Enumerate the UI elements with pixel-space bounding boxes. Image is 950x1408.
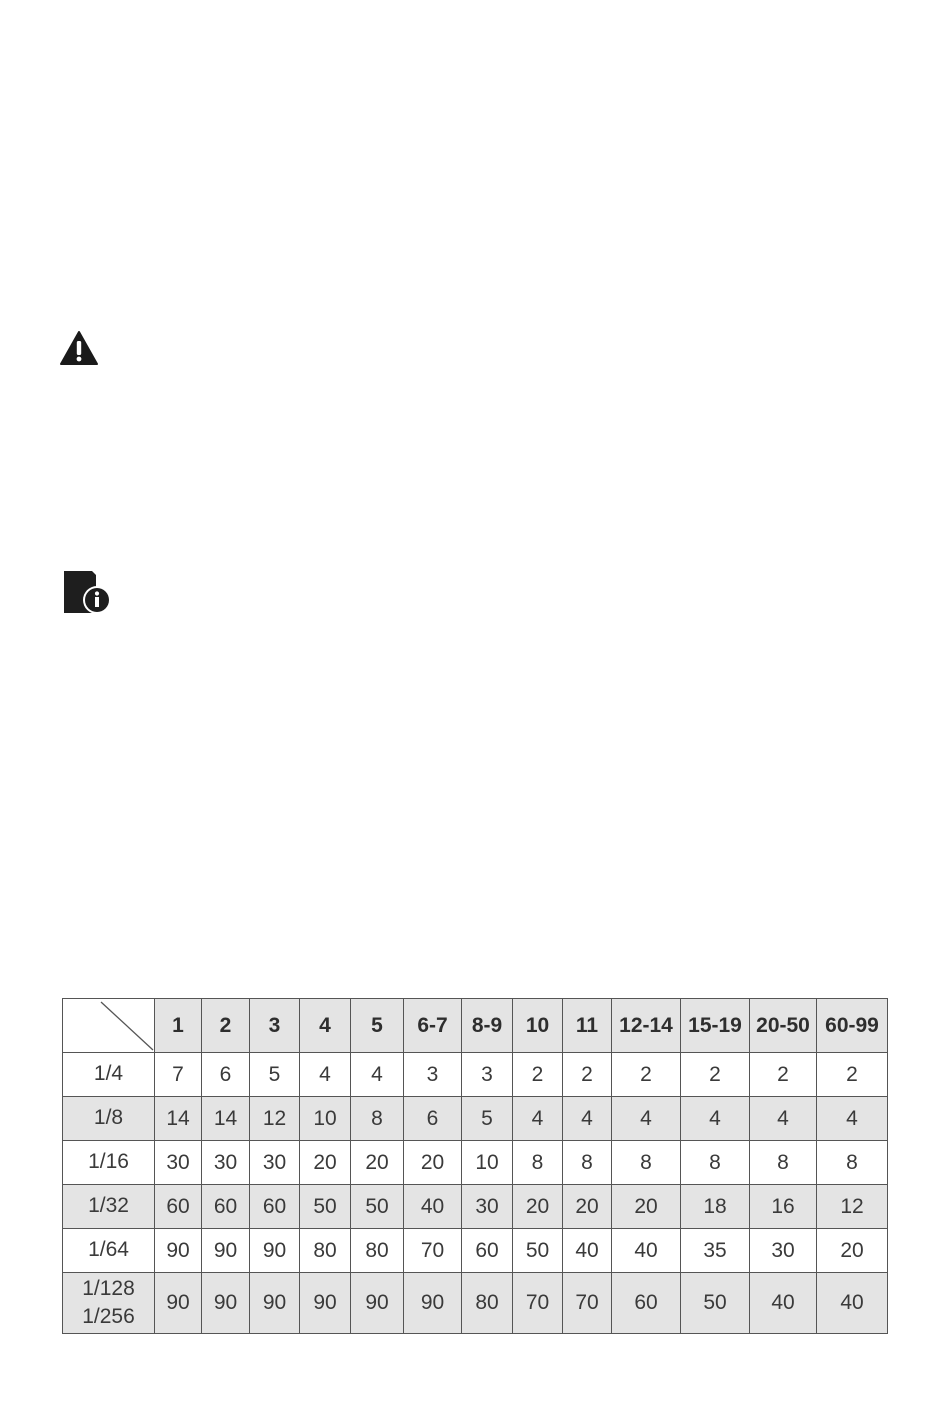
table-cell: 35 [681, 1229, 750, 1273]
column-header: 1 [155, 999, 202, 1053]
table-cell: 20 [300, 1141, 351, 1185]
table-cell: 14 [155, 1097, 202, 1141]
table-cell: 30 [750, 1229, 817, 1273]
column-header: 6-7 [404, 999, 462, 1053]
table-cell: 2 [750, 1053, 817, 1097]
column-header: 15-19 [681, 999, 750, 1053]
column-header: 10 [513, 999, 563, 1053]
table-cell: 16 [750, 1185, 817, 1229]
table-cell: 4 [351, 1053, 404, 1097]
table-cell: 80 [462, 1273, 513, 1334]
table-cell: 20 [513, 1185, 563, 1229]
table-body [63, 1053, 888, 1334]
table-cell: 70 [404, 1229, 462, 1273]
table-cell: 4 [563, 1097, 612, 1141]
table-cell: 10 [462, 1141, 513, 1185]
table-cell: 3 [404, 1053, 462, 1097]
table-cell: 40 [817, 1273, 888, 1334]
row-label-line: 1/4 [93, 1062, 124, 1086]
table-cell: 70 [513, 1273, 563, 1334]
row-label-line: 1/32 [88, 1194, 129, 1218]
table-cell: 90 [155, 1229, 202, 1273]
row-label-line: 1/8 [93, 1106, 124, 1130]
table-cell: 6 [202, 1053, 250, 1097]
column-header: 3 [250, 999, 300, 1053]
table-row [63, 1185, 888, 1229]
table-cell: 40 [750, 1273, 817, 1334]
table-cell: 40 [612, 1229, 681, 1273]
table-cell: 20 [563, 1185, 612, 1229]
table-cell: 60 [155, 1185, 202, 1229]
table-cell: 90 [155, 1273, 202, 1334]
table-cell: 20 [817, 1229, 888, 1273]
table-row [63, 1053, 888, 1097]
table-cell: 12 [250, 1097, 300, 1141]
table-cell: 80 [300, 1229, 351, 1273]
row-label-line: 1/128 [82, 1276, 135, 1300]
table-cell: 60 [250, 1185, 300, 1229]
dosage-table-wrapper [62, 998, 887, 1334]
table-cell: 30 [202, 1141, 250, 1185]
column-header: 4 [300, 999, 351, 1053]
table-cell: 2 [612, 1053, 681, 1097]
dosage-table [62, 998, 888, 1334]
row-label [63, 1185, 155, 1229]
table-cell: 5 [250, 1053, 300, 1097]
table-cell: 90 [351, 1273, 404, 1334]
table-cell: 5 [462, 1097, 513, 1141]
table-cell: 60 [202, 1185, 250, 1229]
table-cell: 10 [300, 1097, 351, 1141]
table-cell: 14 [202, 1097, 250, 1141]
table-cell: 8 [513, 1141, 563, 1185]
table-cell: 7 [155, 1053, 202, 1097]
table-cell: 4 [513, 1097, 563, 1141]
table-cell: 30 [155, 1141, 202, 1185]
table-cell: 2 [817, 1053, 888, 1097]
table-cell: 4 [612, 1097, 681, 1141]
table-cell: 60 [462, 1229, 513, 1273]
table-cell: 90 [202, 1229, 250, 1273]
row-label-line: 1/64 [88, 1238, 129, 1262]
table-cell: 40 [563, 1229, 612, 1273]
row-label [63, 1053, 155, 1097]
table-cell: 40 [404, 1185, 462, 1229]
table-cell: 8 [817, 1141, 888, 1185]
table-cell: 4 [817, 1097, 888, 1141]
table-cell: 18 [681, 1185, 750, 1229]
table-cell: 4 [681, 1097, 750, 1141]
row-label-line: 1/256 [82, 1305, 135, 1328]
column-header: 5 [351, 999, 404, 1053]
column-header: 20-50 [750, 999, 817, 1053]
table-cell: 90 [404, 1273, 462, 1334]
warning-triangle-icon [59, 330, 99, 366]
column-header: 2 [202, 999, 250, 1053]
table-cell: 8 [750, 1141, 817, 1185]
table-cell: 20 [404, 1141, 462, 1185]
row-label [63, 1141, 155, 1185]
diagonal-divider [63, 999, 155, 1052]
table-cell: 6 [404, 1097, 462, 1141]
table-cell: 90 [250, 1229, 300, 1273]
table-cell: 8 [351, 1097, 404, 1141]
table-cell: 90 [300, 1273, 351, 1334]
table-cell: 12 [817, 1185, 888, 1229]
row-label [63, 1229, 155, 1273]
table-row [63, 1097, 888, 1141]
table-cell: 50 [300, 1185, 351, 1229]
table-cell: 50 [681, 1273, 750, 1334]
table-cell: 4 [750, 1097, 817, 1141]
column-header: 8-9 [462, 999, 513, 1053]
table-cell: 2 [681, 1053, 750, 1097]
document-info-icon [63, 570, 115, 616]
column-header: 11 [563, 999, 612, 1053]
table-cell: 60 [612, 1273, 681, 1334]
table-cell: 80 [351, 1229, 404, 1273]
table-cell: 3 [462, 1053, 513, 1097]
table-header-row [63, 999, 888, 1053]
table-cell: 2 [563, 1053, 612, 1097]
table-cell: 20 [351, 1141, 404, 1185]
table-cell: 30 [250, 1141, 300, 1185]
table-cell: 90 [250, 1273, 300, 1334]
table-cell: 2 [513, 1053, 563, 1097]
table-cell: 90 [202, 1273, 250, 1334]
table-row [63, 1141, 888, 1185]
table-cell: 50 [513, 1229, 563, 1273]
table-cell: 20 [612, 1185, 681, 1229]
row-label [63, 1273, 155, 1334]
table-cell: 30 [462, 1185, 513, 1229]
corner-cell [63, 999, 155, 1053]
row-label-line: 1/16 [88, 1150, 129, 1174]
table-cell: 8 [681, 1141, 750, 1185]
table-cell: 50 [351, 1185, 404, 1229]
table-cell: 70 [563, 1273, 612, 1334]
table-row [63, 1229, 888, 1273]
column-header: 60-99 [817, 999, 888, 1053]
table-cell: 8 [612, 1141, 681, 1185]
column-header: 12-14 [612, 999, 681, 1053]
table-cell: 4 [300, 1053, 351, 1097]
table-cell: 8 [563, 1141, 612, 1185]
table-row [63, 1273, 888, 1334]
row-label [63, 1097, 155, 1141]
